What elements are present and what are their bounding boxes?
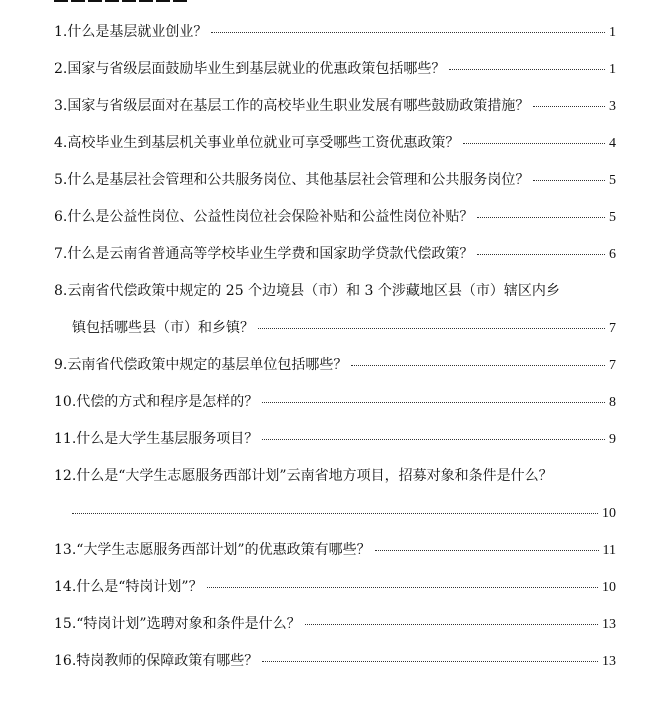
toc-page-number: 1 [609,62,616,77]
dot-leader [463,143,605,144]
toc-entry-text: 镇包括哪些县（市）和乡镇？ [72,320,254,336]
toc-entry[interactable] [54,241,616,278]
toc-page-number: 1 [609,25,616,40]
toc-entry-text: 8.云南省代偿政策中规定的 25 个边境县（市）和 3 个涉藏地区县（市）辖区内乡 [54,283,560,299]
toc-page-number: 5 [609,210,616,225]
toc-page-number: 3 [609,99,616,114]
toc-entry[interactable] [54,611,616,648]
toc-entry-text: 10.代偿的方式和程序是怎样的？ [54,394,259,410]
toc-page-number: 4 [609,136,616,151]
dot-leader [262,439,605,440]
toc-entry[interactable] [54,426,616,463]
dot-leader [262,402,605,403]
toc-entry[interactable] [54,537,616,574]
heading-glyph [88,0,102,2]
table-of-contents [54,19,616,685]
toc-entry-text: 16.特岗教师的保障政策有哪些？ [54,653,259,669]
dot-leader [375,550,599,551]
heading-glyph [122,0,136,2]
toc-entry-text: 5.什么是基层社会管理和公共服务岗位、其他基层社会管理和公共服务岗位？ [54,172,530,188]
toc-entry[interactable] [54,352,616,389]
toc-entry[interactable] [54,278,616,315]
toc-page-number: 10 [602,506,616,521]
toc-page-number: 13 [602,617,616,632]
toc-entry[interactable] [54,574,616,611]
toc-entry-text: 4.高校毕业生到基层机关事业单位就业可享受哪些工资优惠政策？ [54,135,460,151]
toc-page-number: 7 [609,321,616,336]
toc-entry-text: 14.什么是“特岗计划”？ [54,579,203,595]
heading-glyph [139,0,153,2]
heading-glyph [105,0,119,2]
toc-entry-text: 6.什么是公益性岗位、公益性岗位社会保险补贴和公益性岗位补贴？ [54,209,474,225]
toc-entry[interactable] [54,93,616,130]
toc-entry[interactable] [54,204,616,241]
dot-leader [262,661,598,662]
dot-leader [72,513,598,514]
toc-entry[interactable] [54,130,616,167]
toc-entry-continuation[interactable] [54,500,616,537]
toc-page-number: 7 [609,358,616,373]
heading-glyph [54,0,68,2]
dot-leader [449,69,605,70]
toc-entry[interactable] [54,389,616,426]
toc-page-number: 10 [602,580,616,595]
dot-leader [477,254,605,255]
toc-entry-text: 1.什么是基层就业创业？ [54,24,208,40]
toc-entry-text: 15.“特岗计划”选聘对象和条件是什么？ [54,616,301,632]
toc-entry-text: 11.什么是大学生基层服务项目？ [54,431,259,447]
dot-leader [533,106,605,107]
toc-entry-text: 9.云南省代偿政策中规定的基层单位包括哪些？ [54,357,348,373]
toc-entry-text: 7.什么是云南省普通高等学校毕业生学费和国家助学贷款代偿政策？ [54,246,474,262]
dot-leader [258,328,605,329]
toc-page-number: 8 [609,395,616,410]
toc-entry[interactable] [54,648,616,685]
toc-page-number: 9 [609,432,616,447]
toc-page-number: 5 [609,173,616,188]
heading-glyph [173,0,187,2]
toc-entry-text: 13.“大学生志愿服务西部计划”的优惠政策有哪些？ [54,542,371,558]
toc-entry[interactable] [54,19,616,56]
dot-leader [351,365,605,366]
toc-entry-text: 12.什么是“大学生志愿服务西部计划”云南省地方项目，招募对象和条件是什么？ [54,468,553,484]
toc-entry[interactable] [54,463,616,500]
dot-leader [207,587,598,588]
dot-leader [211,32,605,33]
dot-leader [477,217,605,218]
clipped-heading-fragment [54,0,614,8]
toc-entry[interactable] [54,56,616,93]
toc-entry-text: 3.国家与省级层面对在基层工作的高校毕业生职业发展有哪些鼓励政策措施？ [54,98,530,114]
heading-glyph [156,0,170,2]
heading-glyph [71,0,85,2]
toc-entry-text: 2.国家与省级层面鼓励毕业生到基层就业的优惠政策包括哪些？ [54,61,446,77]
toc-entry[interactable] [54,167,616,204]
toc-entry-continuation[interactable] [54,315,616,352]
dot-leader [305,624,598,625]
toc-page-number: 13 [602,654,616,669]
toc-page-number: 11 [602,543,616,558]
toc-page-number: 6 [609,247,616,262]
dot-leader [533,180,605,181]
